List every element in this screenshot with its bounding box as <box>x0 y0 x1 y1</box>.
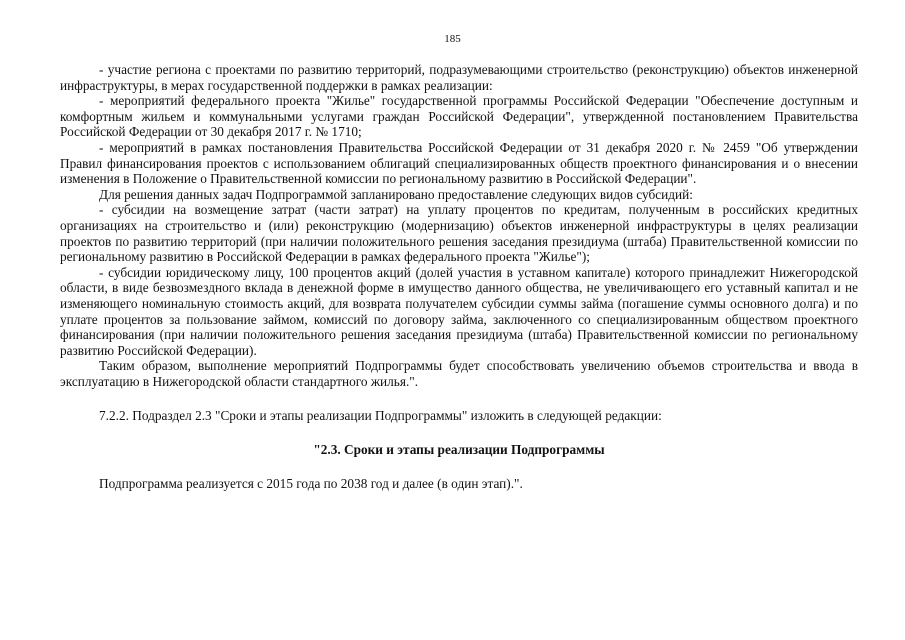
paragraph-subsidy-interest: - субсидии на возмещение затрат (части затрат) на уплату процентов по кредитам, полученным в российских кредитных организациях на строительство и (или) реконструкцию (модернизацию) объектов инженерной инфраструктуры в целях реализации проектов по развитию территорий (при наличии положительного решения заседания президиума (штаба) Правительственной комиссии по региональному развитию в Российской Федерации в рамках федерального проекта "Жилье"); <box>60 202 858 265</box>
document-body <box>60 62 858 491</box>
spacer <box>60 424 858 442</box>
paragraph-government-decree-2459: - мероприятий в рамках постановления Правительства Российской Федерации от 31 декабря 2020 г. № 2459 "Об утверждении Правил финансирования проектов с использованием облигаций специализированных обществ проектного финансирования и о внесении изменения в Положение о Правительственной комиссии по региональному развитию в Российской Федерации". <box>60 139 858 187</box>
paragraph-program-period: Подпрограмма реализуется с 2015 года по 2038 год и далее (в один этап).". <box>99 475 523 491</box>
amendment-clause: 7.2.2. Подраздел 2.3 "Сроки и этапы реализации Подпрограммы" изложить в следующей редакции: <box>99 408 662 424</box>
paragraph-subsidy-intro: Для решения данных задач Подпрограммой запланировано предоставление следующих видов субсидий: <box>99 186 693 202</box>
paragraph-region-participation: - участие региона с проектами по развитию территорий, подразумевающими строительство (реконструкцию) объектов инженерной инфраструктуры, в мерах государственной поддержки в рамках реализации: <box>60 62 858 93</box>
paragraph-conclusion: Таким образом, выполнение мероприятий Подпрограммы будет способствовать увеличению объемов строительства и ввода в эксплуатацию в Нижегородской области стандартного жилья.". <box>60 358 858 389</box>
spacer <box>60 458 858 476</box>
section-heading: "2.3. Сроки и этапы реализации Подпрограммы <box>313 442 605 458</box>
spacer <box>60 389 858 408</box>
page-number: 185 <box>444 33 461 45</box>
paragraph-federal-project-housing: - мероприятий федерального проекта "Жилье" государственной программы Российской Федерации "Обеспечение доступным и комфортным жильем и коммунальными услугами граждан Российской Федерации", утвержденной постановлением Правительства Российской Федерации от 30 декабря 2017 г. № 1710; <box>60 93 858 140</box>
paragraph-subsidy-legal-entity: - субсидии юридическому лицу, 100 процентов акций (долей участия в уставном капитале) которого принадлежит Нижегородской области, в виде безвозмездного вклада в денежной форме в имущество данного общества, не увеличивающего его уставный капитал и не изменяющего номинальную стоимость акций, для возврата получателем субсидии суммы займа (погашение суммы основного долга) и по уплате процентов за пользование займом, комиссий по договору займа, заключенного со специализированным обществом проектного финансирования (при наличии положительного решения заседания президиума (штаба) Правительственной комиссии по региональному развитию Российской Федерации). <box>60 264 858 358</box>
